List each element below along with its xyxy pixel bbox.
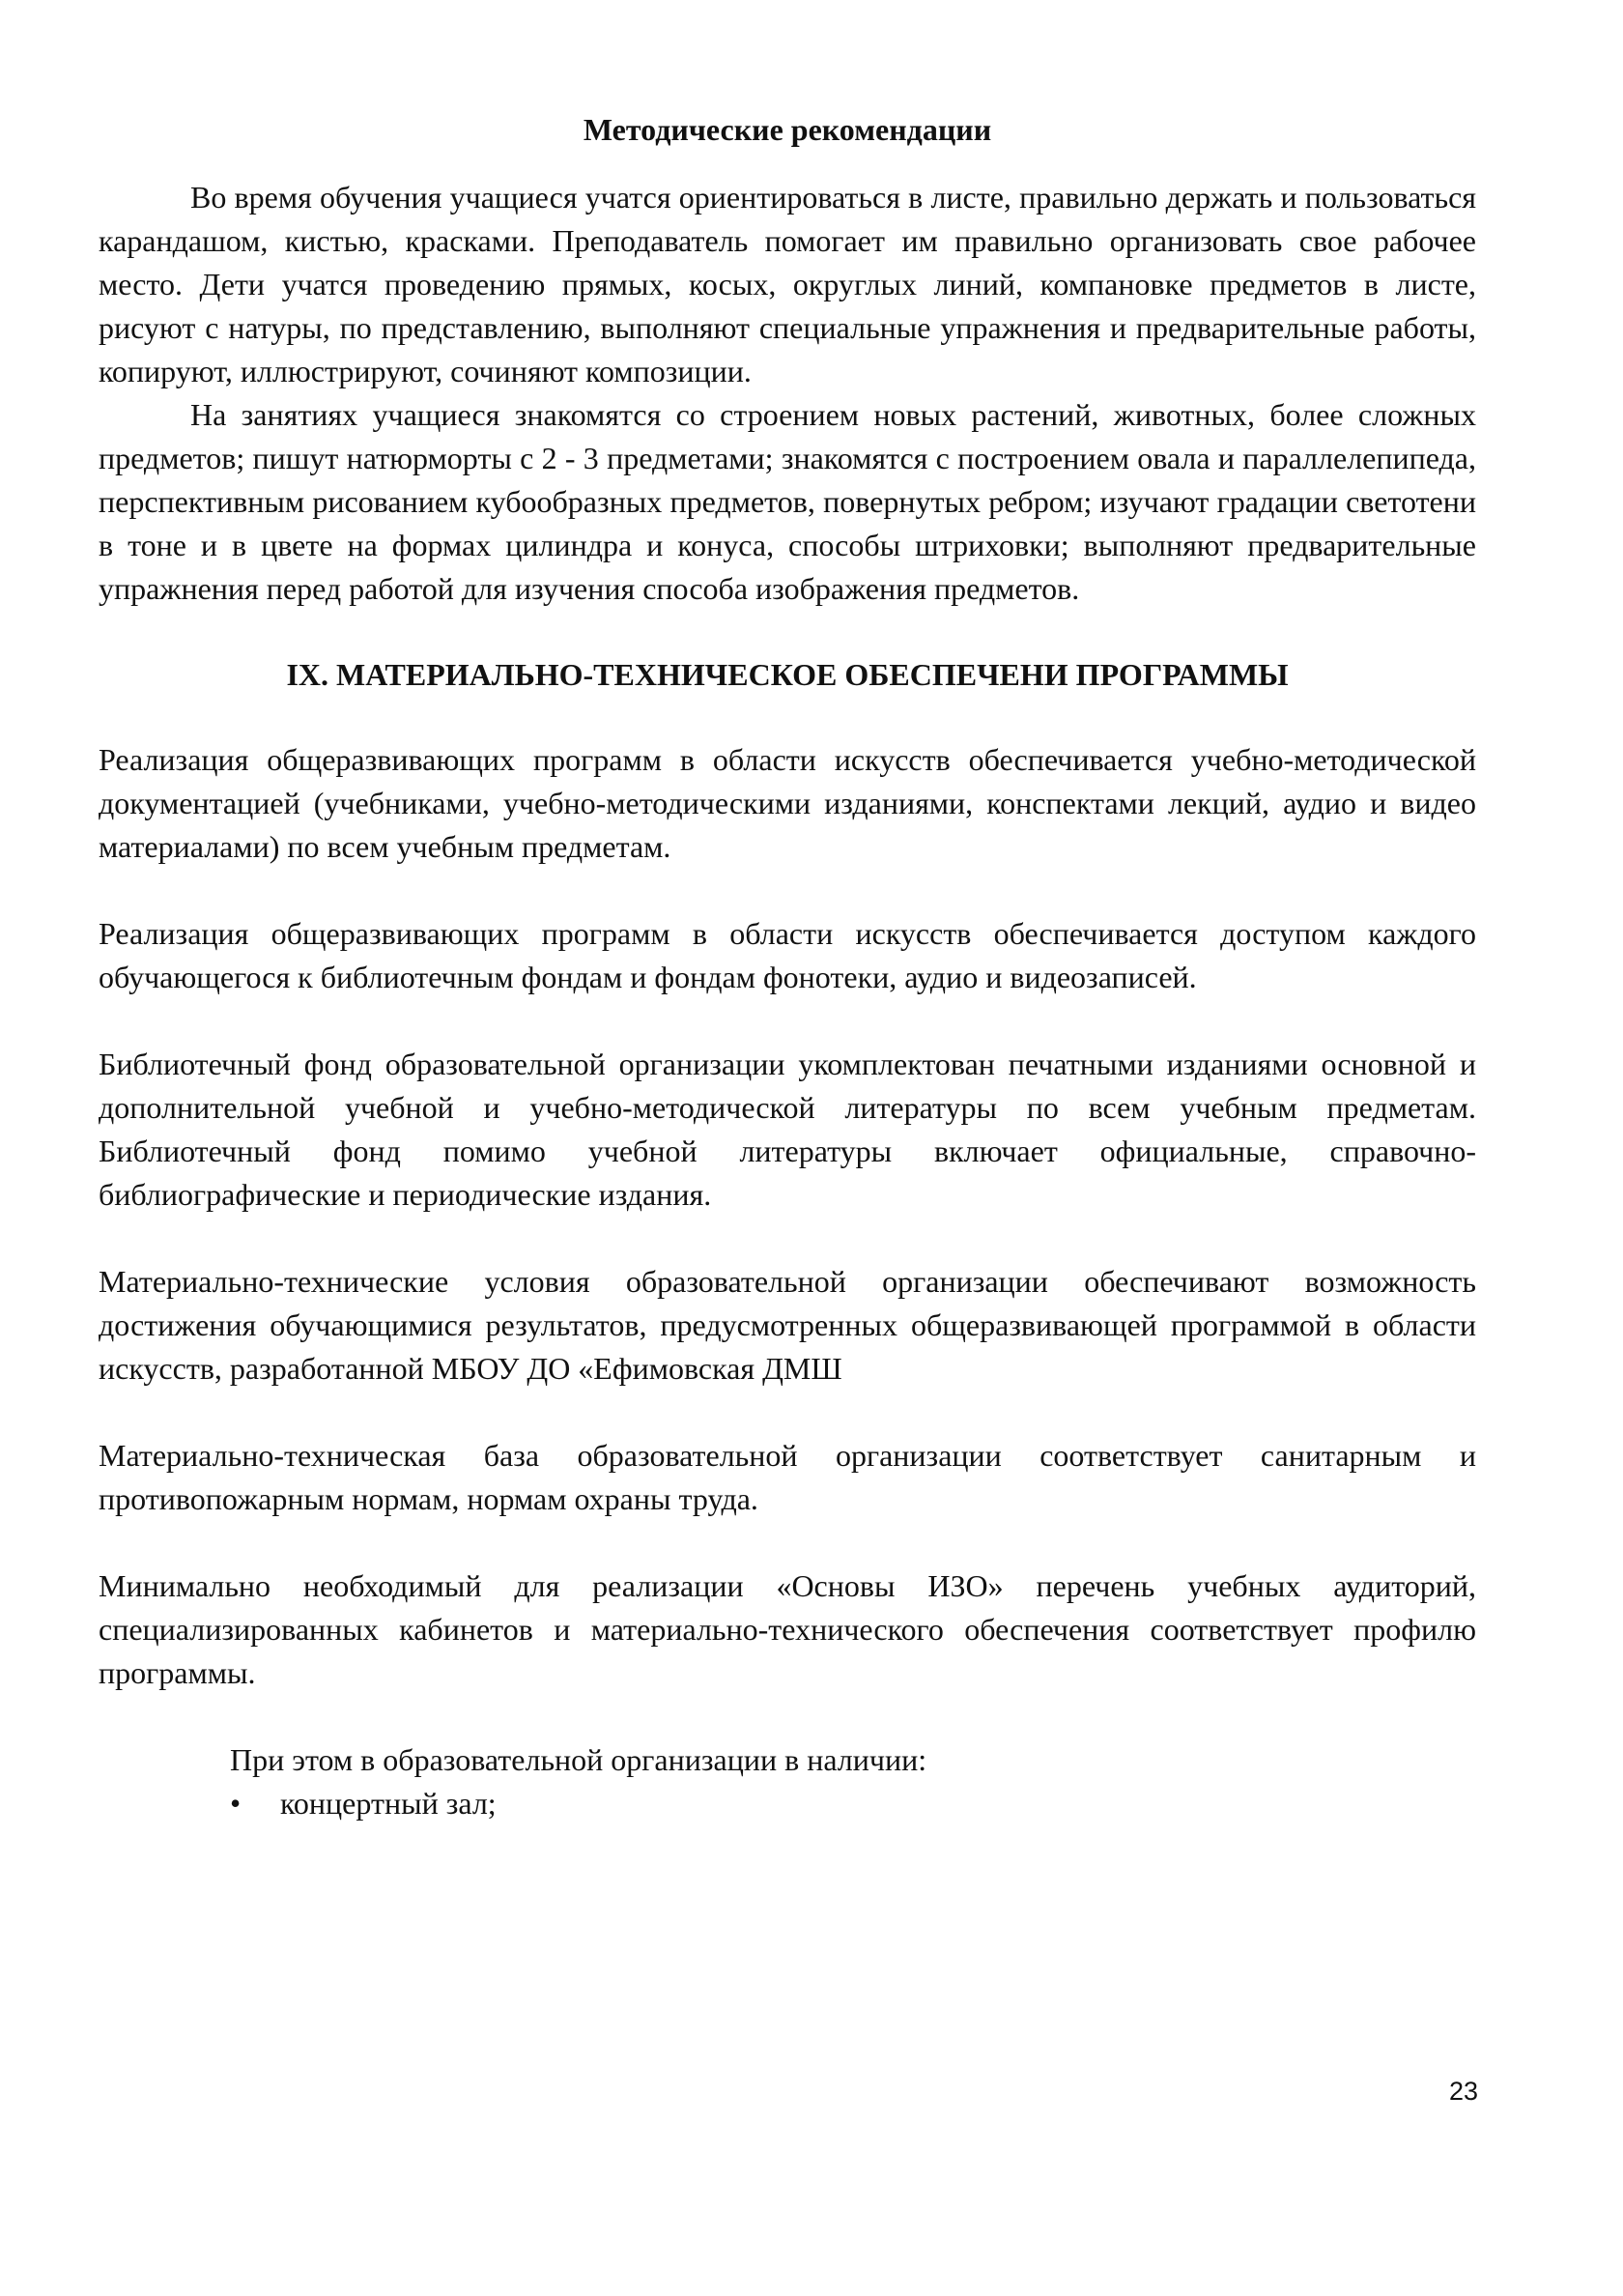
- methodical-paragraph: На занятиях учащиеся знакомятся со строением новых растений, животных, более сложных предметов; пишут натюрморты с 2 - 3 предметами; знакомятся с построением овала и параллелепипеда, перспективным рисованием кубообразных предметов, повернутых ребром; изучают градации светотени в тоне и в цвете на формах цилиндра и конуса, способы штриховки; выполняют предварительные упражнения перед работой для изучения способа изображения предметов.: [99, 397, 1476, 606]
- section-paragraph: Реализация общеразвивающих программ в области искусств обеспечивается доступом каждого обучающегося к библиотечным фондам и фондам фонотеки, аудио и видеозаписей.: [99, 916, 1476, 994]
- section-paragraph: Материально-техническая база образовательной организации соответствует санитарным и противопожарным нормам, нормам охраны труда.: [99, 1438, 1476, 1516]
- page-content: [99, 108, 1476, 1825]
- list-item-text: концертный зал;: [280, 1786, 497, 1821]
- methodical-heading: Методические рекомендации: [583, 112, 992, 147]
- availability-list: [99, 1782, 1476, 1825]
- section-paragraph: Библиотечный фонд образовательной организации укомплектован печатными изданиями основной и дополнительной учебной и учебно-методической литературы по всем учебным предметам. Библиотечный фонд помимо учебной литературы включает официальные, справочно-библиографические и периодические издания.: [99, 1047, 1476, 1212]
- bullet-icon: •: [230, 1786, 242, 1821]
- list-item: [99, 1782, 1476, 1825]
- section-paragraph: Минимально необходимый для реализации «Основы ИЗО» перечень учебных аудиторий, специализированных кабинетов и материально-технического обеспечения соответствует профилю программы.: [99, 1568, 1476, 1690]
- section-paragraph: Реализация общеразвивающих программ в области искусств обеспечивается учебно-методической документацией (учебниками, учебно-методическими изданиями, конспектами лекций, аудио и видео материалами) по всем учебным предметам.: [99, 742, 1476, 864]
- methodical-paragraph: Во время обучения учащиеся учатся ориентироваться в листе, правильно держать и пользоваться карандашом, кистью, красками. Преподаватель помогает им правильно организовать свое рабочее место. Дети учатся проведению прямых, косых, округлых линий, компановке предметов в листе, рисуют с натуры, по представлению, выполняют специальные упражнения и предварительные работы, копируют, иллюстрируют, сочиняют композиции.: [99, 180, 1476, 388]
- section-paragraph: Материально-технические условия образовательной организации обеспечивают возможность достижения обучающимися результатов, предусмотренных общеразвивающей программой в области искусств, разработанной МБОУ ДО «Ефимовская ДМШ: [99, 1264, 1476, 1386]
- page-number: 23: [1448, 2077, 1478, 2106]
- availability-intro: При этом в образовательной организации в наличии:: [230, 1742, 927, 1777]
- section-heading: IX. МАТЕРИАЛЬНО-ТЕХНИЧЕСКОЕ ОБЕСПЕЧЕНИ ПРОГРАММЫ: [286, 657, 1289, 692]
